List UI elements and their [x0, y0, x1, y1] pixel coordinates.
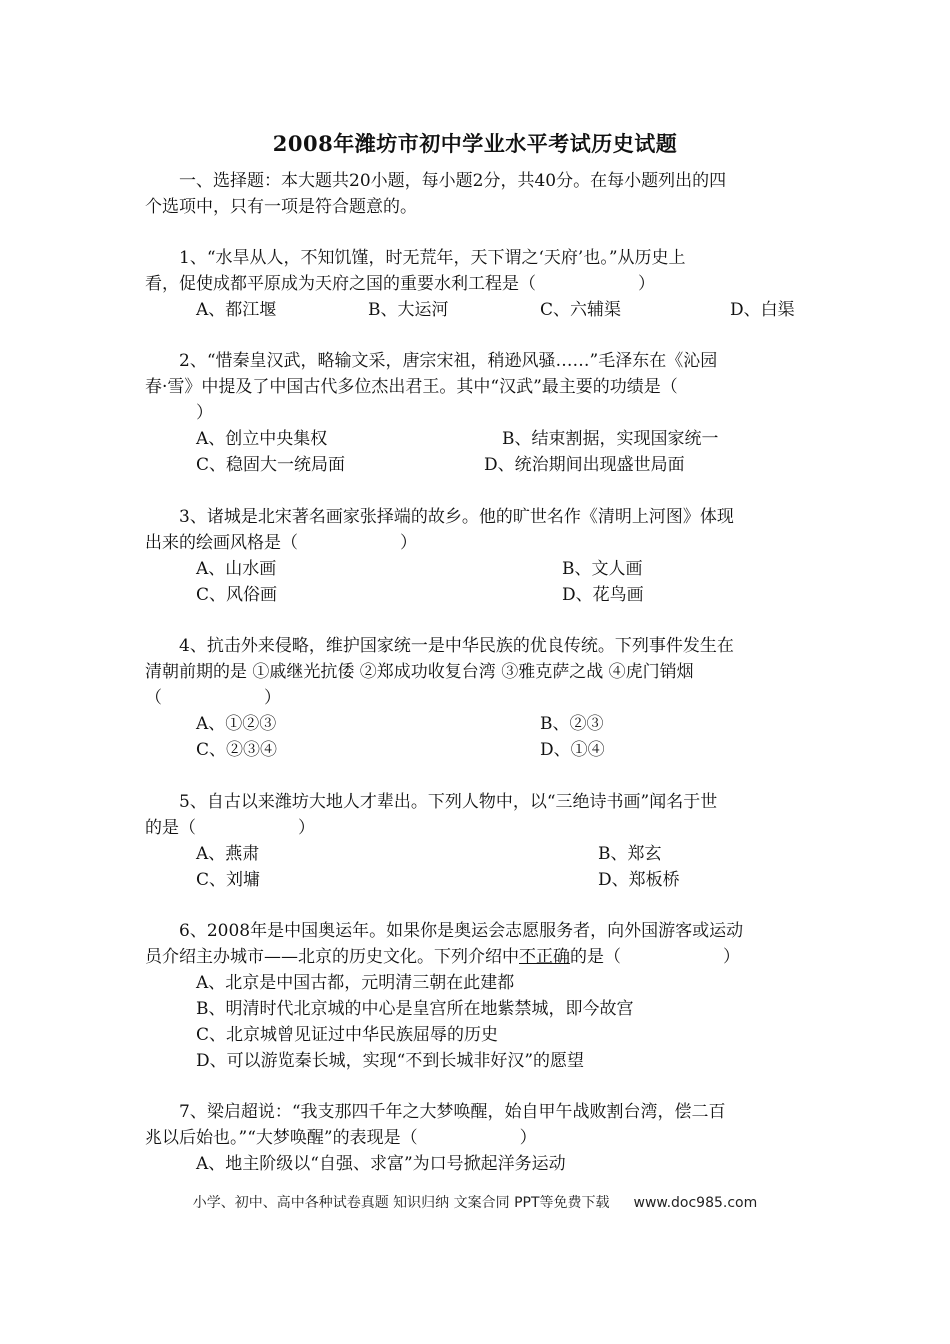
footer-text: 小学、初中、高中各种试卷真题 知识归纳 文案合同 PPT等免费下载: [192, 1195, 610, 1211]
q5-stem-line2: 的是（ ）: [145, 818, 315, 838]
q1-stem-line1: 1、“水旱从人，不知饥馑，时无荒年，天下谓之‘天府’也。”从历史上: [179, 248, 686, 268]
q5-stem-line1: 5、自古以来潍坊大地人才辈出。下列人物中，以“三绝诗书画”闻名于世: [179, 792, 718, 812]
page-footer: [0, 1192, 950, 1212]
q3-option-b: B、文人画: [562, 559, 643, 579]
q4-option-c: C、②③④: [196, 740, 278, 760]
q1-stem-line2: 看，促使成都平原成为天府之国的重要水利工程是（ ）: [145, 274, 655, 294]
q6-stem-line2-post: 的是（ ）: [570, 947, 740, 967]
q1-option-b: B、大运河: [368, 300, 449, 320]
q4-stem-line1: 4、抗击外来侵略，维护国家统一是中华民族的优良传统。下列事件发生在: [179, 636, 734, 656]
q3-stem-line2: 出来的绘画风格是（ ）: [145, 533, 417, 553]
q4-stem-line3: （ ）: [145, 688, 281, 708]
q6-option-d: D、可以游览秦长城，实现“不到长城非好汉”的愿望: [196, 1051, 585, 1071]
q7-option-a: A、地主阶级以“自强、求富”为口号掀起洋务运动: [196, 1154, 566, 1174]
footer-url[interactable]: www.doc985.com: [633, 1195, 758, 1211]
q1-option-d: D、白渠: [730, 300, 795, 320]
q4-option-b: B、②③: [540, 714, 604, 734]
q2-stem-line1: 2、“惜秦皇汉武，略输文采，唐宗宋祖，稍逊风骚……”毛泽东在《沁园: [179, 351, 718, 371]
q2-option-b: B、结束割据，实现国家统一: [502, 429, 719, 449]
q5-option-a: A、燕肃: [196, 844, 260, 864]
q6-option-a: A、北京是中国古都，元明清三朝在此建都: [196, 973, 515, 993]
q2-option-d: D、统治期间出现盛世局面: [484, 455, 685, 475]
q4-option-d: D、①④: [540, 740, 605, 760]
q3-stem-line1: 3、诸城是北宋著名画家张择端的故乡。他的旷世名作《清明上河图》体现: [179, 507, 734, 527]
q1-option-c: C、六辅渠: [540, 300, 622, 320]
q6-option-c: C、北京城曾见证过中华民族屈辱的历史: [196, 1025, 499, 1045]
q3-option-a: A、山水画: [196, 559, 277, 579]
q2-option-c: C、稳固大一统局面: [196, 455, 346, 475]
section-intro-line1: 一、选择题：本大题共20小题，每小题2分，共40分。在每小题列出的四: [179, 171, 727, 191]
q5-option-b: B、郑玄: [598, 844, 662, 864]
q6-stem-line2-pre: 员介绍主办城市——北京的历史文化。下列介绍中: [145, 947, 519, 967]
q2-option-a: A、创立中央集权: [196, 429, 328, 449]
q7-stem-line1: 7、梁启超说：“我支那四千年之大梦唤醒，始自甲午战败割台湾，偿二百: [179, 1102, 726, 1122]
q4-stem-line2: 清朝前期的是 ①戚继光抗倭 ②郑成功收复台湾 ③雅克萨之战 ④虎门销烟: [145, 662, 694, 682]
q6-underlined-keyword: 不正确: [519, 947, 570, 967]
q5-option-c: C、刘墉: [196, 870, 261, 890]
q3-option-c: C、风俗画: [196, 585, 278, 605]
section-intro-line2: 个选项中，只有一项是符合题意的。: [145, 197, 417, 217]
q3-option-d: D、花鸟画: [562, 585, 644, 605]
q6-option-b: B、明清时代北京城的中心是皇宫所在地紫禁城，即今故宫: [196, 999, 634, 1019]
q1-option-a: A、都江堰: [196, 300, 277, 320]
q6-stem-line1: 6、2008年是中国奥运年。如果你是奥运会志愿服务者，向外国游客或运动: [179, 921, 744, 941]
q5-option-d: D、郑板桥: [598, 870, 680, 890]
q7-stem-line2: 兆以后始也。”“大梦唤醒”的表现是（ ）: [145, 1128, 537, 1148]
q2-stem-line2: 春·雪》中提及了中国古代多位杰出君王。其中“汉武”最主要的功绩是（: [145, 377, 678, 397]
q2-stem-line3: ）: [179, 403, 213, 423]
page-title: 2008年潍坊市初中学业水平考试历史试题: [272, 131, 678, 156]
q4-option-a: A、①②③: [196, 714, 277, 734]
q6-stem-line2: [145, 944, 740, 970]
